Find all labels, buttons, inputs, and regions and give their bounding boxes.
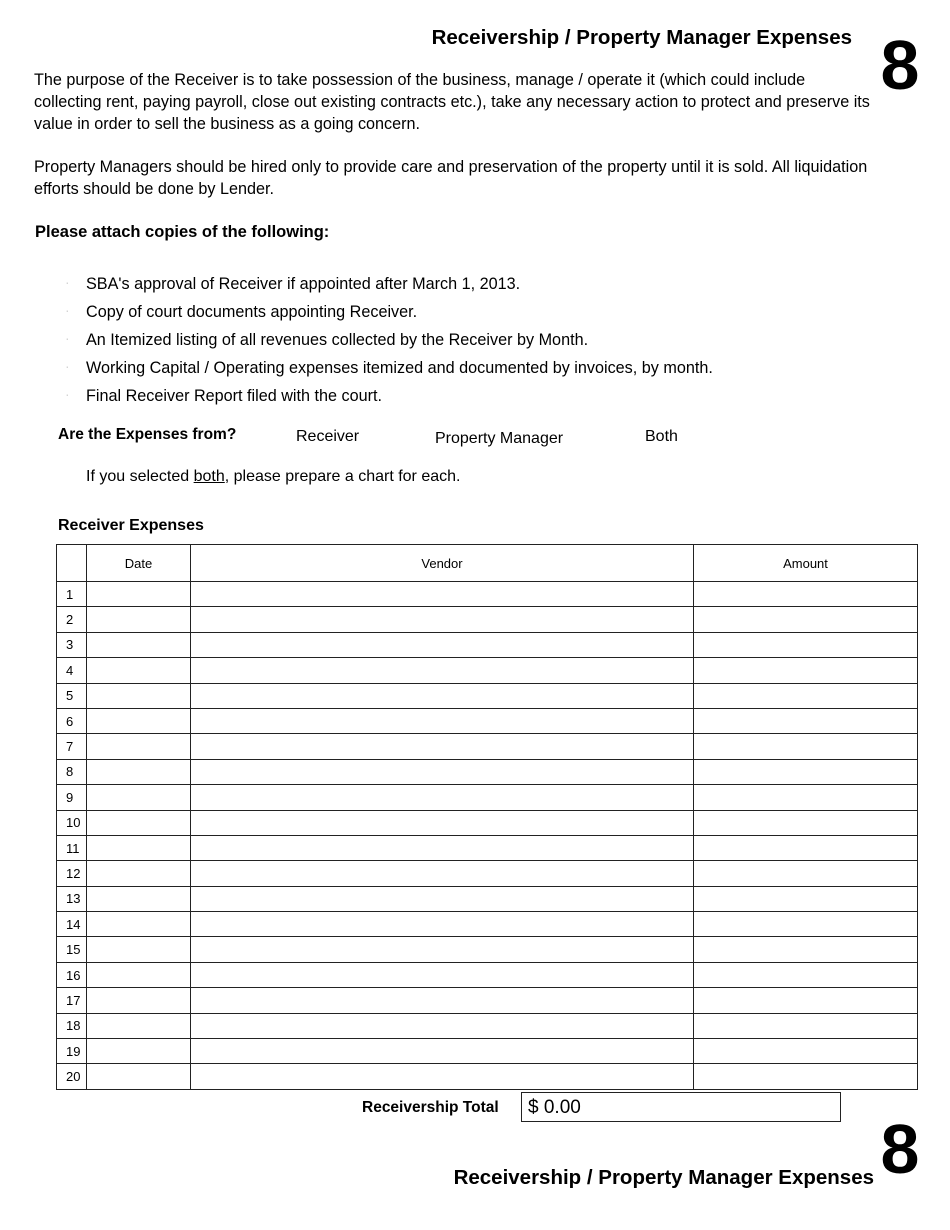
- date-cell[interactable]: [87, 861, 191, 886]
- table-row: [57, 734, 918, 759]
- vendor-cell[interactable]: [191, 759, 694, 784]
- vendor-cell[interactable]: [191, 912, 694, 937]
- list-item: [66, 354, 713, 382]
- row-number: 10: [57, 810, 87, 835]
- row-number: 15: [57, 937, 87, 962]
- row-number: 11: [57, 835, 87, 860]
- vendor-cell[interactable]: [191, 708, 694, 733]
- date-cell[interactable]: [87, 658, 191, 683]
- amount-cell[interactable]: [694, 1064, 918, 1089]
- amount-cell[interactable]: [694, 810, 918, 835]
- receiver-expenses-table: [56, 544, 918, 1090]
- list-item: [66, 270, 713, 298]
- table-row: [57, 937, 918, 962]
- row-number: 14: [57, 912, 87, 937]
- table-row: [57, 607, 918, 632]
- row-number: 18: [57, 1013, 87, 1038]
- vendor-cell[interactable]: [191, 1064, 694, 1089]
- date-cell[interactable]: [87, 886, 191, 911]
- date-cell[interactable]: [87, 988, 191, 1013]
- row-number: 6: [57, 708, 87, 733]
- date-cell[interactable]: [87, 759, 191, 784]
- date-cell[interactable]: [87, 785, 191, 810]
- row-number: 7: [57, 734, 87, 759]
- row-number: 20: [57, 1064, 87, 1089]
- footer-title: Receivership / Property Manager Expenses: [453, 1166, 874, 1189]
- amount-cell[interactable]: [694, 962, 918, 987]
- row-number: 12: [57, 861, 87, 886]
- table-row: [57, 835, 918, 860]
- footer-section-number: 8: [880, 1110, 920, 1188]
- row-number: 9: [57, 785, 87, 810]
- row-number: 13: [57, 886, 87, 911]
- date-cell[interactable]: [87, 835, 191, 860]
- bullet-icon: ·: [66, 336, 69, 343]
- date-cell[interactable]: [87, 810, 191, 835]
- column-header-vendor: Vendor: [191, 545, 694, 582]
- table-row: [57, 658, 918, 683]
- note-emphasis: both: [193, 468, 225, 485]
- table-row: [57, 708, 918, 733]
- date-cell[interactable]: [87, 1039, 191, 1064]
- note-text-before: If you selected: [86, 468, 194, 485]
- table-row: [57, 962, 918, 987]
- list-item: [66, 326, 713, 354]
- table-row: [57, 912, 918, 937]
- vendor-cell[interactable]: [191, 658, 694, 683]
- bullet-icon: ·: [66, 392, 69, 399]
- table-row: [57, 683, 918, 708]
- date-cell[interactable]: [87, 912, 191, 937]
- date-cell[interactable]: [87, 1013, 191, 1038]
- vendor-cell[interactable]: [191, 810, 694, 835]
- row-number: 17: [57, 988, 87, 1013]
- table-row: [57, 1039, 918, 1064]
- table-row: [57, 582, 918, 607]
- vendor-cell[interactable]: [191, 835, 694, 860]
- date-cell[interactable]: [87, 607, 191, 632]
- table-row: [57, 810, 918, 835]
- amount-cell[interactable]: [694, 734, 918, 759]
- date-cell[interactable]: [87, 582, 191, 607]
- bullet-icon: ·: [66, 308, 69, 315]
- amount-cell[interactable]: [694, 658, 918, 683]
- table-row: [57, 1013, 918, 1038]
- row-number: 2: [57, 607, 87, 632]
- vendor-cell[interactable]: [191, 632, 694, 657]
- amount-cell[interactable]: [694, 861, 918, 886]
- table-row: [57, 861, 918, 886]
- vendor-cell[interactable]: [191, 582, 694, 607]
- amount-cell[interactable]: [694, 988, 918, 1013]
- table-row: [57, 759, 918, 784]
- amount-cell[interactable]: [694, 835, 918, 860]
- vendor-cell[interactable]: [191, 886, 694, 911]
- total-amount-field[interactable]: $ 0.00: [521, 1092, 841, 1122]
- row-number: 19: [57, 1039, 87, 1064]
- property-manager-paragraph: Property Managers should be hired only to provide care and preservation of the property until it is sold. All liquidation efforts should be done by Lender.: [34, 158, 868, 198]
- table-row: [57, 1064, 918, 1089]
- attachments-heading: Please attach copies of the following:: [35, 223, 330, 241]
- list-item: [66, 382, 713, 410]
- amount-cell[interactable]: [694, 937, 918, 962]
- expense-source-question: Are the Expenses from?: [58, 426, 237, 443]
- vendor-cell[interactable]: [191, 734, 694, 759]
- amount-cell[interactable]: [694, 759, 918, 784]
- row-number: 1: [57, 582, 87, 607]
- list-item-text: Final Receiver Report filed with the court.: [86, 387, 382, 405]
- amount-cell[interactable]: [694, 582, 918, 607]
- row-number: 3: [57, 632, 87, 657]
- vendor-cell[interactable]: [191, 683, 694, 708]
- amount-cell[interactable]: [694, 1039, 918, 1064]
- bullet-icon: ·: [66, 280, 69, 287]
- date-cell[interactable]: [87, 708, 191, 733]
- column-header-date: Date: [87, 545, 191, 582]
- amount-cell[interactable]: [694, 683, 918, 708]
- date-cell[interactable]: [87, 734, 191, 759]
- vendor-cell[interactable]: [191, 1013, 694, 1038]
- amount-cell[interactable]: [694, 607, 918, 632]
- row-number: 5: [57, 683, 87, 708]
- list-item-text: Working Capital / Operating expenses itemized and documented by invoices, by month.: [86, 359, 713, 377]
- row-number: 4: [57, 658, 87, 683]
- receiver-purpose-paragraph: The purpose of the Receiver is to take possession of the business, manage / operate it (which could include collecting rent, paying payroll, close out existing contracts etc.), take any necessary action to protect and preserve its value in order to sell the business as a going concern.: [34, 71, 870, 133]
- table-row: [57, 886, 918, 911]
- note-text-after: , please prepare a chart for each.: [224, 468, 461, 485]
- amount-cell[interactable]: [694, 1013, 918, 1038]
- table-row: [57, 988, 918, 1013]
- vendor-cell[interactable]: [191, 937, 694, 962]
- date-cell[interactable]: [87, 632, 191, 657]
- vendor-cell[interactable]: [191, 988, 694, 1013]
- table-row: [57, 785, 918, 810]
- total-label: Receivership Total: [362, 1099, 499, 1116]
- list-item-text: Copy of court documents appointing Receiver.: [86, 303, 418, 321]
- section-number: 8: [880, 26, 920, 104]
- date-cell[interactable]: [87, 962, 191, 987]
- date-cell[interactable]: [87, 937, 191, 962]
- bullet-icon: ·: [66, 364, 69, 371]
- list-item: [66, 298, 713, 326]
- page-title: Receivership / Property Manager Expenses: [431, 26, 852, 49]
- list-item-text: An Itemized listing of all revenues collected by the Receiver by Month.: [86, 331, 589, 349]
- amount-cell[interactable]: [694, 708, 918, 733]
- option-property-manager[interactable]: Property Manager: [435, 430, 564, 447]
- vendor-cell[interactable]: [191, 962, 694, 987]
- vendor-cell[interactable]: [191, 1039, 694, 1064]
- column-header-amount: Amount: [694, 545, 918, 582]
- amount-cell[interactable]: [694, 886, 918, 911]
- amount-cell[interactable]: [694, 785, 918, 810]
- option-receiver[interactable]: Receiver: [296, 428, 360, 445]
- table-header-row: [57, 545, 918, 582]
- date-cell[interactable]: [87, 683, 191, 708]
- list-item-text: SBA's approval of Receiver if appointed after March 1, 2013.: [86, 275, 521, 293]
- row-number: 16: [57, 962, 87, 987]
- row-number: 8: [57, 759, 87, 784]
- vendor-cell[interactable]: [191, 607, 694, 632]
- vendor-cell[interactable]: [191, 785, 694, 810]
- table-body: [57, 582, 918, 1090]
- attachments-list: [66, 270, 713, 410]
- column-header-number: [57, 545, 87, 582]
- option-both[interactable]: Both: [645, 428, 678, 445]
- table-title: Receiver Expenses: [58, 517, 204, 534]
- vendor-cell[interactable]: [191, 861, 694, 886]
- table-row: [57, 632, 918, 657]
- amount-cell[interactable]: [694, 912, 918, 937]
- date-cell[interactable]: [87, 1064, 191, 1089]
- amount-cell[interactable]: [694, 632, 918, 657]
- both-selected-note: [86, 468, 460, 486]
